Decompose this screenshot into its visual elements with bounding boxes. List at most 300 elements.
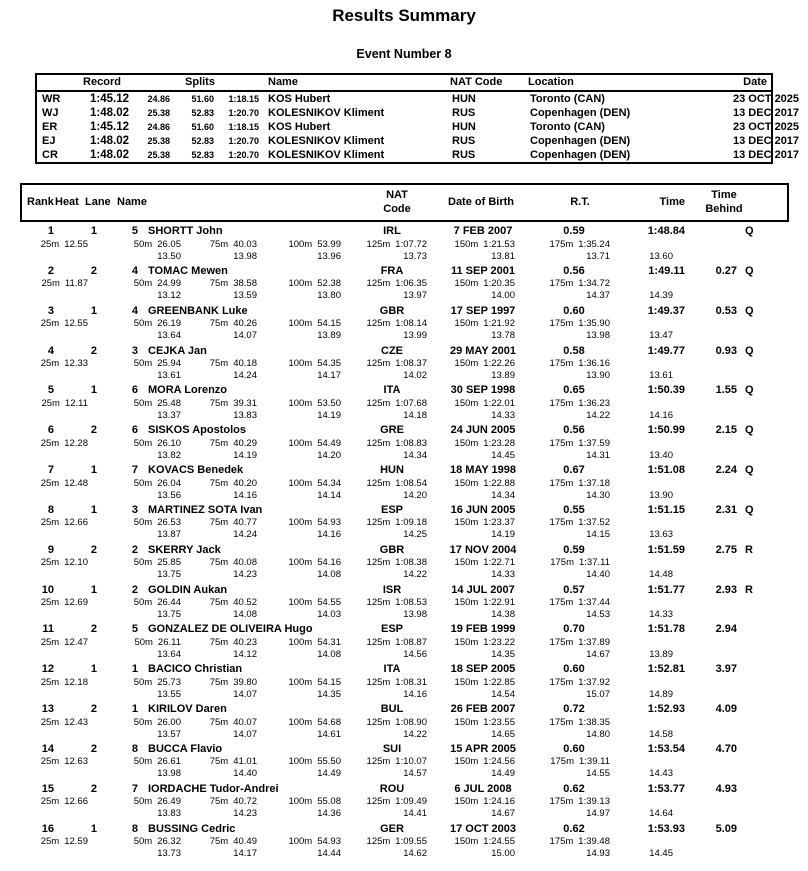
split-label: 25m [40,716,60,728]
rank-value: 1 [47,225,54,237]
split-label: 150m [454,517,479,529]
split-diff: 14.61 [317,728,341,740]
split-label: 50m [134,636,153,648]
result-splits-line [20,278,789,290]
split-value: 54.31 [317,636,341,648]
split-cell-175m [515,677,610,688]
split-cell-100m [257,438,341,449]
split-value: 26.05 [157,238,181,250]
split-value: 26.19 [157,318,181,330]
split-value: 11.87 [64,278,88,290]
result-splits-line [20,676,789,688]
result-row [20,581,789,621]
split-value: 12.48 [64,477,88,489]
final-time-value: 1:49.77 [647,344,685,357]
split-value: 26.53 [157,517,181,529]
record-holder-name: KOLESNIKOV Kliment [268,149,385,161]
split-diff: 14.64 [649,808,673,820]
date-of-birth-value: 18 SEP 2005 [450,663,516,676]
record-time: 1:45.12 [89,93,129,105]
split-label: 100m [288,358,313,370]
split-value: 38.58 [233,278,257,290]
rank-value: 14 [41,742,54,755]
split-label: 175m [549,437,574,449]
split-diff: 14.22 [586,409,610,421]
heat-value: 2 [90,623,97,636]
split-diff: 14.02 [403,370,427,382]
split-value: 39.80 [233,676,257,688]
split-cell-100m [257,517,341,528]
split-value: 54.55 [317,597,341,609]
split-diff: 13.98 [233,250,257,262]
records-header-location: Location [528,76,574,88]
final-time-value: 1:52.93 [647,703,685,716]
split-diff: 13.64 [157,648,181,660]
split-diff: 13.56 [157,489,181,501]
split-cell-50m [88,597,181,608]
date-of-birth-value: 14 JUL 2007 [451,583,515,596]
record-location: Copenhagen (DEN) [530,135,631,147]
split-value: 12.63 [64,756,88,768]
result-row [20,620,789,660]
split-label: 100m [288,238,313,250]
split-value: 1:23.28 [483,437,515,449]
nat-code-value: ROU [379,782,405,795]
split-cell-150m [427,756,515,767]
split-diff: 13.78 [491,330,515,342]
result-row [20,820,789,860]
split-value: 12.10 [64,557,88,569]
split-label: 175m [549,716,574,728]
split-label: 75m [209,318,229,330]
rank-value: 8 [47,503,54,516]
split-cell-175m [515,478,610,489]
split-value: 1:35.24 [578,238,610,250]
time-behind-value: 1.55 [715,384,737,397]
result-main-line [20,503,789,517]
split-cell-25m [20,239,88,250]
split-value: 12.43 [64,716,88,728]
split-label: 100m [288,676,313,688]
lane-value: 4 [131,264,138,277]
split-label: 25m [40,477,60,489]
split-diff: 14.08 [317,569,341,581]
reaction-time-value: 0.59 [563,225,585,237]
results-table-body [20,222,789,860]
split-diff: 14.34 [491,489,515,501]
split-label: 175m [549,796,574,808]
split-label: 50m [133,477,153,489]
split-diff: 14.38 [491,609,515,621]
split-cell-100m [257,358,341,369]
record-time: 1:48.02 [89,149,129,161]
split-diff: 13.73 [403,250,427,262]
split-value: 1:22.71 [483,557,515,569]
record-split-50m: 25.38 [147,150,170,160]
split-label: 100m [288,716,313,728]
swimmer-name: SISKOS Apostolos [148,424,246,437]
split-value: 54.35 [317,358,341,370]
record-row [37,120,800,134]
split-label: 25m [40,517,60,529]
result-splits-line [20,636,789,648]
result-splits-line [20,756,789,768]
result-splits-line [20,716,789,728]
reaction-time-value: 0.60 [563,304,585,317]
record-split-50m: 24.86 [147,94,170,104]
nat-code-value: HUN [380,464,404,477]
split-diff: 13.60 [649,250,673,262]
split-diff: 13.57 [157,728,181,740]
record-split-100m: 52.83 [191,150,214,160]
split-diff: 13.61 [157,370,181,382]
time-behind-value: 4.09 [715,703,737,716]
record-split-50m: 25.38 [147,108,170,118]
split-label: 125m [366,636,391,648]
split-diff: 14.65 [491,728,515,740]
split-value: 12.28 [64,437,88,449]
split-cell-125m [341,278,427,289]
rank-value: 15 [41,782,54,795]
heat-value: 1 [90,225,97,237]
split-label: 150m [454,716,479,728]
nat-code-value: ISR [382,583,402,596]
split-value: 1:24.55 [483,836,515,848]
rank-value: 9 [47,543,54,556]
split-label: 75m [209,597,229,609]
split-value: 12.55 [64,318,88,330]
split-diff: 14.53 [586,609,610,621]
split-cell-75m [181,637,257,648]
split-cell-100m [257,796,341,807]
split-value: 40.03 [233,238,257,250]
split-value: 26.10 [157,437,181,449]
split-value: 1:36.16 [578,358,610,370]
split-cell-100m [257,398,341,409]
split-label: 100m [288,836,313,848]
date-of-birth-value: 26 FEB 2007 [450,703,516,716]
split-diff: 14.22 [403,569,427,581]
split-cell-25m [20,597,88,608]
reaction-time-value: 0.59 [563,543,585,556]
split-cell-175m [515,438,610,449]
split-label: 100m [288,397,313,409]
split-diff: 14.89 [649,688,673,700]
date-of-birth-value: 17 OCT 2003 [449,822,517,835]
record-split-100m: 52.83 [191,108,214,118]
split-label: 150m [454,358,479,370]
split-value: 12.33 [64,358,88,370]
split-value: 1:08.31 [395,676,427,688]
split-value: 54.68 [317,716,341,728]
split-cell-50m [88,557,181,568]
split-value: 24.99 [157,278,181,290]
split-label: 25m [40,597,60,609]
split-cell-150m [427,278,515,289]
split-value: 1:08.38 [395,557,427,569]
split-value: 1:37.89 [578,636,610,648]
split-cell-75m [181,836,257,847]
split-cell-150m [427,557,515,568]
time-behind-value: 2.24 [715,464,737,477]
split-value: 12.11 [64,397,88,409]
result-diffs-line [20,728,789,740]
result-diffs-line [20,409,789,421]
split-label: 75m [209,716,229,728]
record-time: 1:48.02 [89,135,129,147]
record-type-label: WR [42,93,61,105]
result-main-line [20,264,789,278]
records-header-splits: Splits [185,76,215,88]
split-cell-25m [20,796,88,807]
split-value: 1:37.11 [579,557,610,569]
split-label: 50m [133,517,153,529]
split-cell-50m [88,318,181,329]
result-splits-line [20,437,789,449]
split-label: 25m [40,557,60,569]
split-value: 1:23.37 [483,517,515,529]
split-diff: 13.47 [649,330,673,342]
split-diff: 14.49 [317,768,341,780]
split-diff: 13.89 [649,648,673,660]
result-diffs-line [20,768,789,780]
split-diff: 13.50 [157,250,181,262]
result-splits-line [20,796,789,808]
split-value: 1:23.55 [483,716,515,728]
lane-value: 1 [131,663,138,676]
record-location: Copenhagen (DEN) [530,107,631,119]
split-cell-75m [181,597,257,608]
time-behind-value: 2.75 [715,543,737,556]
split-diff: 13.89 [317,330,341,342]
split-label: 150m [454,397,479,409]
split-label: 125m [366,796,391,808]
split-value: 54.93 [317,517,341,529]
time-behind-value: 0.93 [715,344,737,357]
date-of-birth-value: 7 FEB 2007 [453,225,513,237]
result-main-line [20,622,789,636]
split-value: 52.38 [317,278,341,290]
split-label: 150m [454,318,479,330]
split-diff: 14.40 [586,569,610,581]
reaction-time-value: 0.56 [563,264,585,277]
split-label: 150m [454,477,479,489]
swimmer-name: TOMAC Mewen [148,264,228,277]
split-value: 54.34 [317,477,341,489]
split-diff: 13.80 [317,290,341,302]
reaction-time-value: 0.60 [563,742,585,755]
split-label: 50m [133,437,153,449]
final-time-value: 1:51.15 [647,503,685,516]
split-value: 1:07.72 [395,238,427,250]
split-diff: 14.40 [233,768,257,780]
split-diff: 14.20 [317,449,341,461]
swimmer-name: SKERRY Jack [148,543,221,556]
split-value: 40.18 [233,358,257,370]
split-cell-25m [20,358,88,369]
split-label: 100m [288,796,313,808]
reaction-time-value: 0.62 [563,782,585,795]
split-diff: 14.19 [491,529,515,541]
split-cell-125m [341,239,427,250]
split-label: 75m [209,796,229,808]
split-diff: 13.96 [317,250,341,262]
split-value: 40.49 [233,836,257,848]
split-diff: 14.23 [233,569,257,581]
split-cell-50m [88,278,181,289]
date-of-birth-value: 16 JUN 2005 [450,503,516,516]
split-diff: 13.83 [157,808,181,820]
result-main-line [20,822,789,836]
split-label: 125m [366,756,391,768]
split-diff: 14.12 [233,648,257,660]
heat-value: 2 [90,703,97,716]
result-row [20,461,789,501]
split-value: 55.50 [317,756,341,768]
record-date: 23 OCT 2025 [733,93,800,105]
split-cell-175m [515,398,610,409]
split-cell-75m [181,717,257,728]
final-time-value: 1:52.81 [647,663,685,676]
split-value: 1:24.56 [483,756,515,768]
record-nat-code: HUN [452,121,476,133]
split-diff: 14.39 [649,290,673,302]
reaction-time-value: 0.72 [563,703,585,716]
split-cell-25m [20,478,88,489]
lane-value: 8 [131,822,138,835]
split-value: 1:21.92 [483,318,515,330]
split-cell-100m [257,318,341,329]
split-value: 40.26 [233,318,257,330]
record-split-100m: 51.60 [191,94,214,104]
split-cell-25m [20,677,88,688]
split-diff: 14.00 [491,290,515,302]
split-cell-75m [181,557,257,568]
split-diff: 13.99 [403,330,427,342]
time-behind-value: 3.97 [715,663,737,676]
time-behind-value: 2.31 [715,503,737,516]
final-time-value: 1:49.37 [647,304,685,317]
split-label: 100m [288,318,313,330]
record-location: Toronto (CAN) [530,93,605,105]
record-split-150m: 1:20.70 [228,108,259,118]
date-of-birth-value: 17 SEP 1997 [450,304,516,317]
split-label: 175m [549,278,574,290]
result-row [20,302,789,342]
split-cell-125m [341,517,427,528]
split-label: 125m [366,836,391,848]
split-label: 75m [209,358,229,370]
split-cell-100m [257,637,341,648]
split-cell-75m [181,517,257,528]
split-label: 175m [549,517,574,529]
record-split-100m: 51.60 [191,122,214,132]
time-behind-value: 4.70 [715,742,737,755]
date-of-birth-value: 19 FEB 1999 [450,623,516,636]
split-cell-150m [427,517,515,528]
split-cell-100m [257,717,341,728]
split-diff: 14.93 [586,848,610,860]
split-value: 1:37.59 [578,437,610,449]
split-diff: 14.67 [586,648,610,660]
reaction-time-value: 0.58 [563,344,585,357]
split-diff: 14.45 [649,848,673,860]
nat-code-value: CZE [381,344,403,357]
final-time-value: 1:53.93 [647,822,685,835]
record-split-150m: 1:20.70 [228,136,259,146]
record-date: 13 DEC 2017 [733,107,800,119]
split-diff: 14.25 [403,529,427,541]
split-value: 12.18 [64,676,88,688]
split-label: 100m [288,477,313,489]
split-value: 1:10.07 [395,756,427,768]
record-type-label: EJ [42,135,56,147]
heat-value: 1 [90,464,97,477]
split-diff: 14.22 [403,728,427,740]
split-label: 175m [549,358,574,370]
nat-code-value: ESP [380,623,403,636]
date-of-birth-value: 29 MAY 2001 [449,344,517,357]
split-cell-175m [515,836,610,847]
split-value: 1:39.11 [579,756,610,768]
result-row [20,421,789,461]
record-nat-code: RUS [452,107,476,119]
record-holder-name: KOS Hubert [268,121,331,133]
record-row [37,148,800,162]
nat-code-value: BUL [380,703,404,716]
split-label: 150m [454,636,479,648]
nat-code-value: GBR [379,543,405,556]
split-cell-25m [20,278,88,289]
split-value: 1:23.22 [483,636,515,648]
record-time: 1:48.02 [89,107,129,119]
split-label: 50m [133,756,153,768]
split-cell-50m [88,796,181,807]
split-diff: 14.56 [403,648,427,660]
result-main-line [20,423,789,437]
split-cell-50m [88,637,181,648]
heat-value: 1 [90,822,97,835]
split-label: 175m [549,636,574,648]
result-row [20,342,789,382]
split-label: 175m [549,836,574,848]
split-diff: 14.16 [403,688,427,700]
split-diff: 13.81 [491,250,515,262]
split-cell-25m [20,517,88,528]
result-splits-line [20,557,789,569]
split-cell-75m [181,756,257,767]
split-value: 12.69 [64,597,88,609]
split-value: 1:09.49 [395,796,427,808]
split-diff: 14.36 [317,808,341,820]
split-diff: 14.33 [491,569,515,581]
rank-value: 5 [47,384,54,397]
nat-code-value: ITA [383,384,401,397]
result-diffs-line [20,648,789,660]
split-diff: 13.12 [157,290,181,302]
heat-value: 2 [90,782,97,795]
split-cell-125m [341,836,427,847]
qualification-flag: Q [745,464,754,477]
reaction-time-value: 0.62 [563,822,585,835]
qualification-flag: Q [745,424,754,437]
split-label: 150m [454,836,479,848]
final-time-value: 1:51.59 [647,543,685,556]
split-diff: 14.37 [586,290,610,302]
split-label: 125m [366,597,391,609]
split-label: 125m [366,278,391,290]
split-diff: 15.00 [491,848,515,860]
